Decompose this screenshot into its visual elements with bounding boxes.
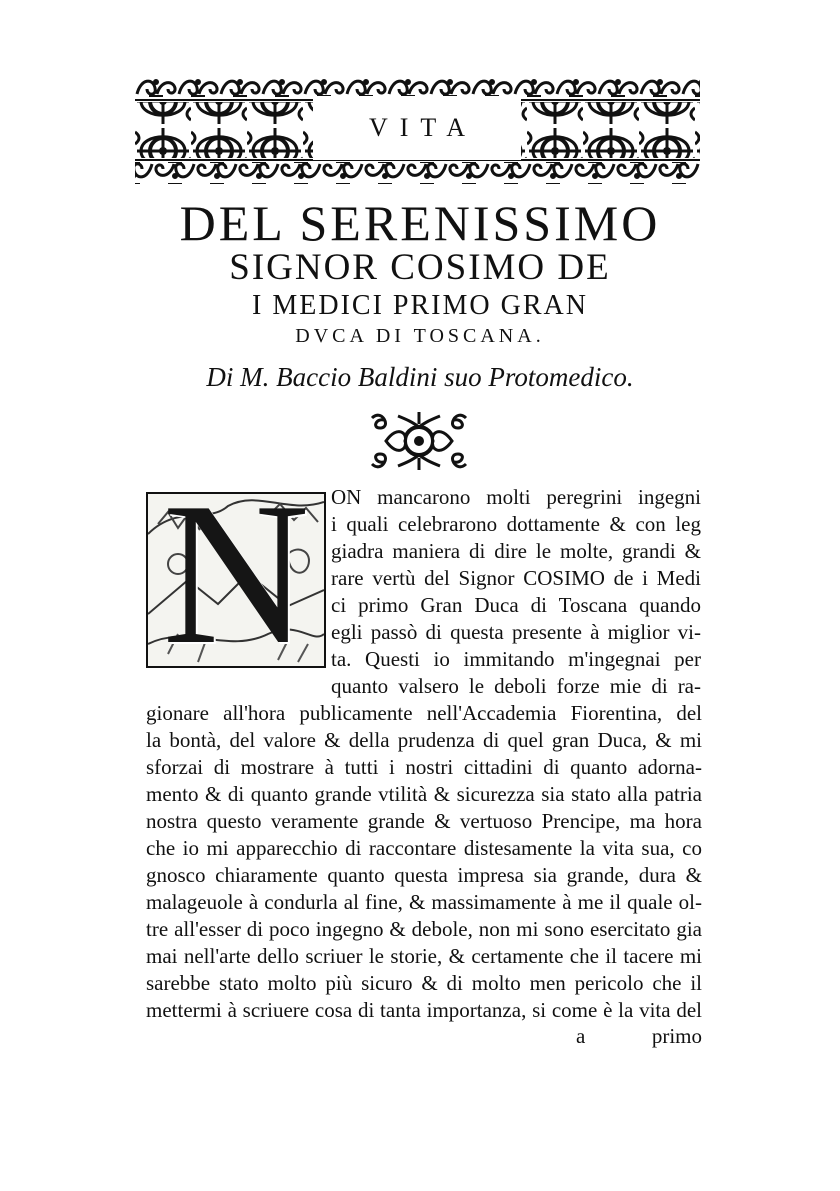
text-line: che io mi apparecchio di raccontare distesamente la vita sua, co bbox=[146, 836, 702, 860]
ornamental-headpiece bbox=[135, 76, 700, 186]
catchword: primo bbox=[651, 1024, 702, 1048]
text-line: sforzai di mostrare à tutti i nostri cittadini di quanto adorna- bbox=[146, 755, 702, 779]
text-line: mai nell'arte dello scriuer le storie, & certamente che il tacere mi bbox=[146, 944, 702, 968]
page-footer bbox=[146, 1024, 702, 1052]
signature-mark: a bbox=[576, 1024, 586, 1048]
vita-label: VITA bbox=[368, 113, 477, 142]
title-line-3: I MEDICI PRIMO GRAN bbox=[252, 290, 588, 321]
text-line: gnosco chiaramente quanto questa impresa sia grande, dura & bbox=[146, 863, 702, 887]
author-line: Di M. Baccio Baldini suo Protomedico. bbox=[206, 362, 634, 392]
text-line: ta. Questi io immitando m'ingegnai per bbox=[331, 647, 701, 671]
text-line: egli passò di questa presente à miglior vi- bbox=[331, 620, 701, 644]
title-line-2: SIGNOR COSIMO DE bbox=[229, 247, 611, 288]
decorated-initial bbox=[146, 492, 326, 668]
text-line: nostra questo veramente grande & vertuoso Prencipe, ma hora bbox=[146, 809, 702, 833]
title-line-1: DEL SERENISSIMO bbox=[179, 195, 661, 251]
initial-letter: N bbox=[162, 492, 310, 668]
text-line: ON mancarono molti peregrini ingegni bbox=[331, 485, 701, 509]
text-line: tre all'esser di poco ingegno & debole, non mi sono esercitato gia bbox=[146, 917, 702, 941]
text-line: rare vertù del Signor COSIMO de i Medi bbox=[331, 566, 701, 590]
text-line: ci primo Gran Duca di Toscana quando bbox=[331, 593, 701, 617]
text-line: i quali celebrarono dottamente & con leg bbox=[331, 512, 701, 536]
fleuron-ornament bbox=[368, 410, 470, 472]
text-line: quanto valsero le deboli forze mie di ra- bbox=[331, 674, 701, 698]
text-line: malageuole à condurla al fine, & massimamente à me il quale ol- bbox=[146, 890, 702, 914]
text-line: la bontà, del valore & della prudenza di quel gran Duca, & mi bbox=[146, 728, 702, 752]
title-line-4: DVCA DI TOSCANA. bbox=[295, 325, 545, 347]
vita-label-box bbox=[313, 96, 521, 160]
fleuron-icon bbox=[368, 410, 470, 472]
text-line: mento & di quanto grande vtilità & sicurezza sia stato alla patria bbox=[146, 782, 702, 806]
text-line: giadra maniera di dire le molte, grandi & bbox=[331, 539, 701, 563]
text-line: mettermi à scriuere cosa di tanta importanza, si come è la vita del bbox=[146, 998, 702, 1022]
text-line: sarebbe stato molto più sicuro & di molto men pericolo che il bbox=[146, 971, 702, 995]
text-line: gionare all'hora publicamente nell'Accademia Fiorentina, del bbox=[146, 701, 702, 725]
